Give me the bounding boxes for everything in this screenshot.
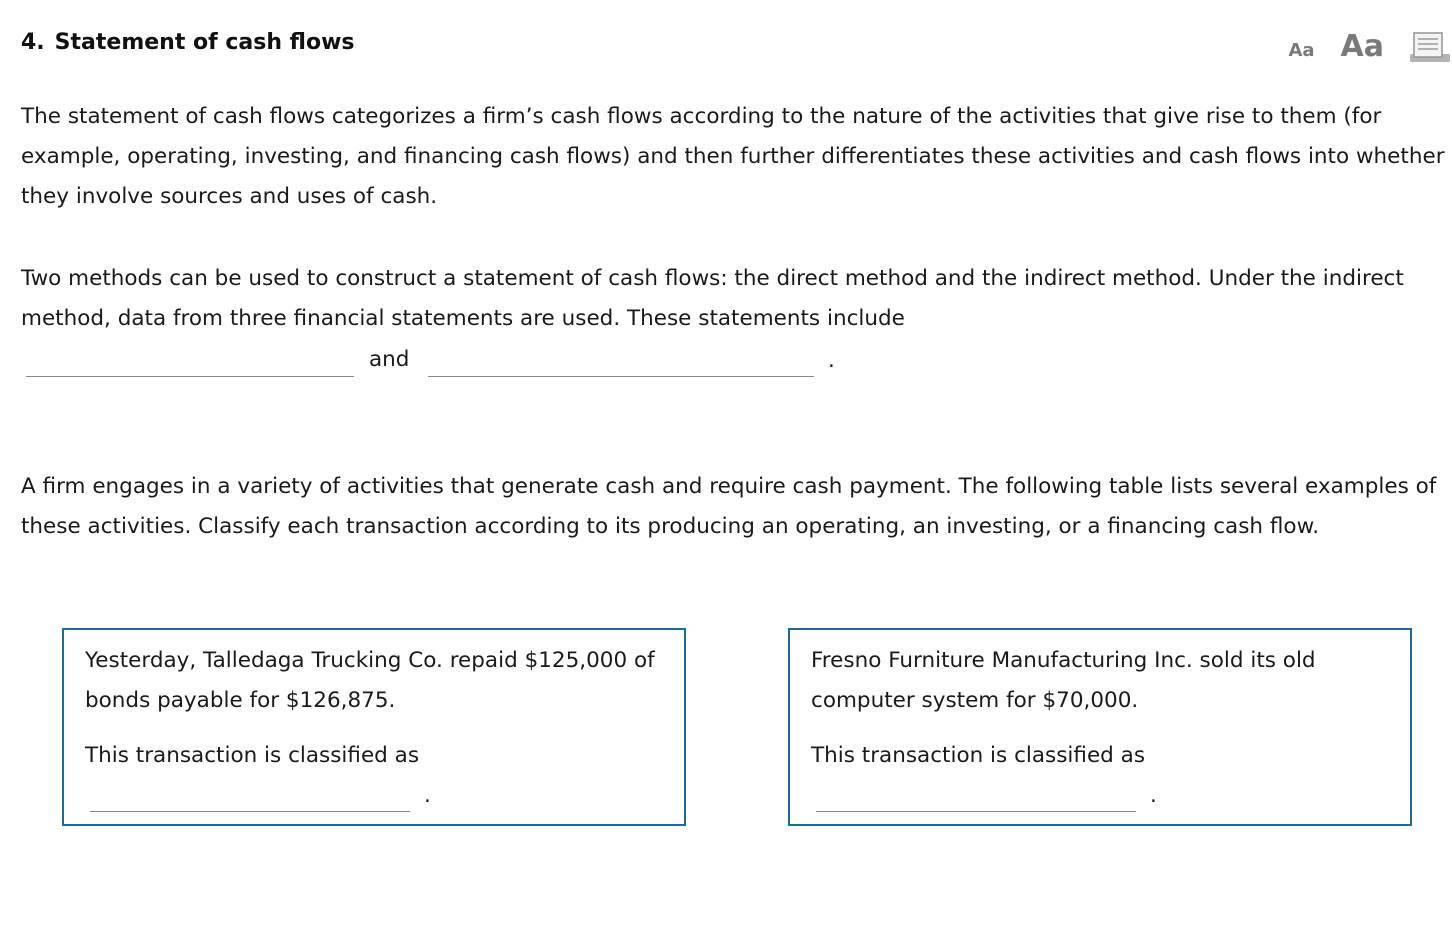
methods-paragraph: Two methods can be used to construct a statement of cash flows: the direct method and the indirect method. Under the indirect method, data from three financial statements are used. These statements include — [21, 266, 1404, 331]
transaction-prompt: This transaction is classified as — [811, 743, 1146, 768]
transaction-card-1 — [62, 628, 686, 826]
activities-paragraph: A firm engages in a variety of activities that generate cash and require cash payment. The following table lists several examples of these activities. Classify each transaction according to its producing an operating, an investing, or a financing cash flow. — [21, 474, 1437, 539]
and-connector: and — [369, 347, 410, 372]
classification-dropdown-1[interactable] — [90, 784, 410, 812]
intro-paragraph: The statement of cash flows categorizes a firm’s cash flows according to the nature of the activities that give rise to them (for example, operating, investing, and financing cash flows) and then further differentiates these activities and cash flows into whether they involve sources and uses of cash. — [21, 104, 1445, 209]
transaction-description: Fresno Furniture Manufacturing Inc. sold its old computer system for $70,000. — [811, 648, 1316, 713]
toolbar — [1288, 24, 1452, 68]
transaction-card-2 — [788, 628, 1412, 826]
page-title — [21, 30, 355, 55]
sentence-period: . — [828, 348, 835, 373]
sentence-period: . — [424, 783, 431, 808]
increase-font-button[interactable]: Aa — [1340, 28, 1384, 64]
question-number: 4. — [21, 30, 45, 55]
decrease-font-button[interactable]: Aa — [1288, 39, 1315, 61]
sentence-period: . — [1150, 783, 1157, 808]
transaction-prompt: This transaction is classified as — [85, 743, 420, 768]
statement-1-dropdown[interactable] — [26, 349, 354, 377]
classification-dropdown-2[interactable] — [816, 784, 1136, 812]
transaction-description: Yesterday, Talledaga Trucking Co. repaid $125,000 of bonds payable for $126,875. — [85, 648, 655, 713]
printer-icon[interactable] — [1408, 28, 1452, 64]
question-title: Statement of cash flows — [54, 30, 355, 55]
statement-2-dropdown[interactable] — [428, 349, 814, 377]
